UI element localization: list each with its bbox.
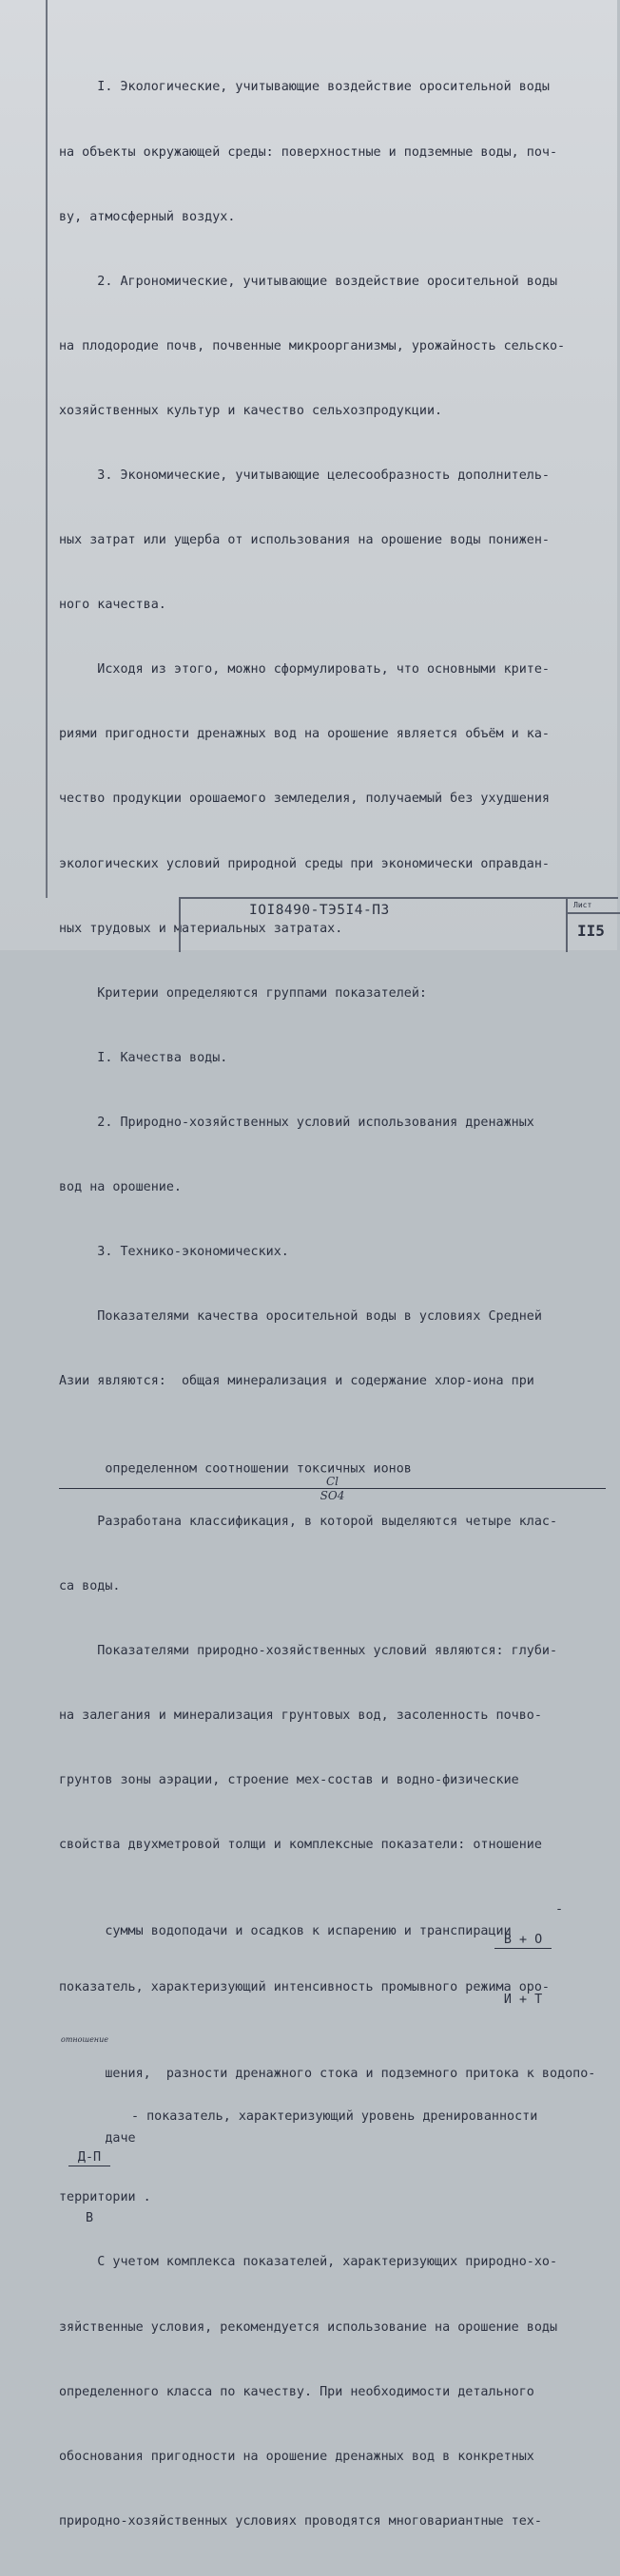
text-line: 3. Экономические, учитывающие целесообразность дополнитель- [59, 467, 550, 483]
ratio2-prefix: даче [105, 2130, 136, 2146]
text-line: показатель, характеризующий интенсивность промывного режима оро- [59, 1979, 550, 1994]
text-line: Показателями природно-хозяйственных условий являются: глуби- [59, 1643, 558, 1658]
ratio-suffix: - [555, 1902, 564, 1918]
text-line-ions [59, 1436, 606, 1503]
text-line: Азии являются: общая минерализация и содержание хлор-иона при [59, 1374, 534, 1389]
ions-numerator: Cl [59, 1475, 606, 1489]
text-line: шения, разности дренажного стока и подземного притока к водопо- [105, 2066, 596, 2081]
text-line: I. Качества воды. [59, 1050, 228, 1065]
text-line: Исходя из этого, можно сформулировать, что основными крите- [59, 662, 550, 677]
ratio-numerator: Д-П [68, 2149, 110, 2166]
drainage-ratio [68, 2107, 110, 2269]
text-line: 2. Агрономические, учитывающие воздействие оросительной воды [59, 274, 558, 289]
text-line: ву, атмосферный воздух. [59, 209, 236, 224]
text-line: 3. Технико-экономических. [59, 1245, 289, 1260]
text-line: свойства двухметровой толщи и комплексные показатели: отношение [59, 1838, 542, 1853]
text-line: вод на орошение. [59, 1180, 182, 1194]
text-line: хозяйственных культур и качество сельхозпродукции. [59, 403, 443, 418]
text-line: территории . [59, 2190, 151, 2205]
sheet-divider [568, 912, 620, 914]
text-line: определенном соотношении токсичных ионов [105, 1461, 412, 1477]
ions-denominator: SO4 [320, 1489, 345, 1503]
ratio2-suffix: - показатель, характеризующий уровень дренированности [131, 2109, 538, 2124]
text-line: риями пригодности дренажных вод на орошение является объём и ка- [59, 727, 550, 742]
text-line: суммы водоподачи и осадков к испарению и транспирации [105, 1924, 512, 1939]
document-code: IOI8490-ТЭ5I4-ПЗ [249, 903, 390, 918]
text-line-with-insert [59, 2034, 606, 2081]
text-line: чество продукции орошаемого земледелия, получаемый без ухудшения [59, 792, 550, 807]
sheet-number: II5 [577, 922, 605, 940]
text-line: на плодородие почв, почвенные микроорганизмы, урожайность сельско- [59, 338, 566, 353]
title-block [179, 897, 618, 952]
handwritten-insert: отношение [61, 2034, 108, 2044]
text-line: ных затрат или ущерба от использования на орошение воды понижен- [59, 533, 550, 548]
text-line: грунтов зоны аэрации, строение мех-состав и водно-физические [59, 1773, 519, 1788]
document-body [59, 34, 606, 2576]
text-line: 2. Природно-хозяйственных условий использования дренажных [59, 1115, 534, 1130]
ratio-denominator: И + Т [503, 1993, 543, 2008]
text-line: зяйственные условия, рекомендуется использование на орошение воды [59, 2319, 558, 2335]
ratio-numerator: В + О [494, 1932, 552, 1949]
text-line: на объекты окружающей среды: поверхностные и подземные воды, поч- [59, 144, 558, 160]
sheet-label: Лист [573, 901, 592, 909]
text-line: на залегания и минерализация грунтовых вод, засоленность почво- [59, 1708, 542, 1724]
text-line: Разработана классификация, в которой выделяются четыре клас- [59, 1514, 558, 1529]
text-line: Критерии определяются группами показателей: [59, 985, 427, 1001]
ratio-denominator: В [85, 2210, 94, 2225]
text-line: обоснования пригодности на орошение дренажных вод в конкретных [59, 2449, 534, 2464]
page-border-left [46, 0, 48, 898]
text-line: природно-хозяйственных условиях проводятся многовариантные тех- [59, 2513, 542, 2528]
text-line: ных трудовых и материальных затратах. [59, 921, 343, 936]
text-line: С учетом комплекса показателей, характеризующих природно-хо- [59, 2255, 558, 2270]
text-line: са воды. [59, 1578, 121, 1593]
text-line: экологических условий природной среды при экономически оправдан- [59, 856, 550, 871]
text-line: Показателями качества оросительной воды в условиях Средней [59, 1309, 542, 1325]
ions-fraction [59, 1475, 606, 1502]
sheet-cell [566, 899, 620, 952]
text-line: определенного класса по качеству. При необходимости детального [59, 2384, 534, 2399]
water-balance-ratio [494, 1888, 552, 2051]
text-line: I. Экологические, учитывающие воздействие оросительной воды [59, 80, 550, 95]
text-line: ного качества. [59, 598, 166, 613]
